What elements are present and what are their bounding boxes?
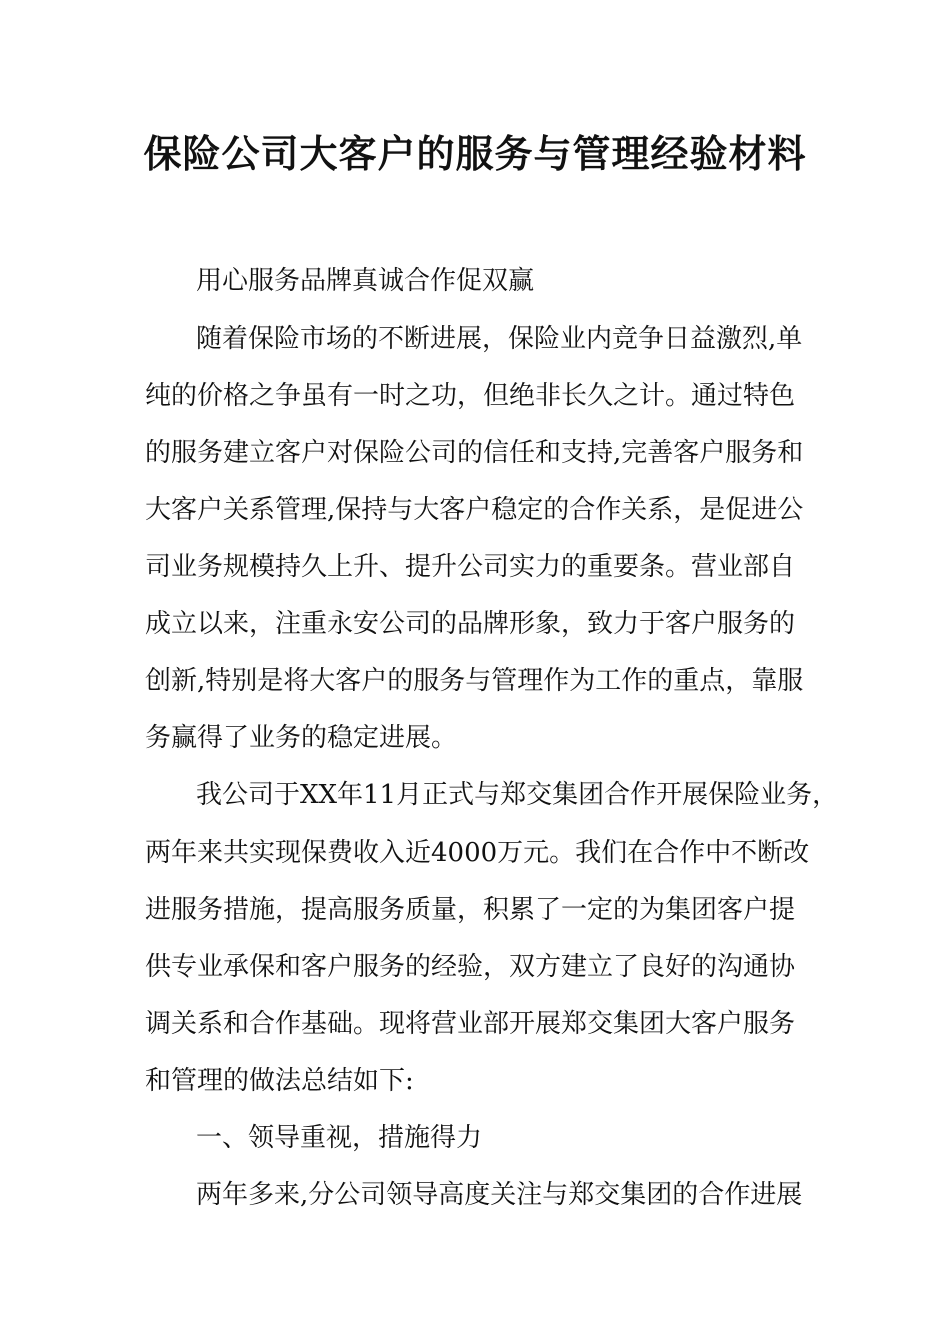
paragraph-line: 纯的价格之争虽有一时之功，但绝非长久之计。通过特色 [145, 381, 796, 411]
document-title: 保险公司大客户的服务与管理经验材料 [143, 132, 807, 176]
paragraph-line: 供专业承保和客户服务的经验，双方建立了良好的沟通协 [145, 952, 796, 982]
paragraph-line: 成立以来，注重永安公司的品牌形象，致力于客户服务的 [145, 609, 796, 639]
paragraph-line: 我公司于XX年11月正式与郑交集团合作开展保险业务， [196, 780, 839, 810]
paragraph-line: 大客户关系管理,保持与大客户稳定的合作关系，是促进公 [145, 495, 804, 525]
paragraph-line: 和管理的做法总结如下: [145, 1066, 414, 1096]
paragraph-line: 的服务建立客户对保险公司的信任和支持,完善客户服务和 [145, 438, 804, 468]
paragraph-line: 两年来共实现保费收入近4000万元。我们在合作中不断改 [145, 838, 810, 868]
paragraph-line: 调关系和合作基础。现将营业部开展郑交集团大客户服务 [145, 1009, 796, 1039]
paragraph-subtitle: 用心服务品牌真诚合作促双赢 [196, 266, 535, 296]
paragraph-line: 务赢得了业务的稳定进展。 [145, 723, 458, 753]
section-heading: 一、领导重视，措施得力 [196, 1123, 483, 1153]
paragraph-line: 进服务措施，提高服务质量，积累了一定的为集团客户提 [145, 895, 796, 925]
paragraph-line: 司业务规模持久上升、提升公司实力的重要条。营业部自 [145, 552, 796, 582]
paragraph-line: 两年多来,分公司领导高度关注与郑交集团的合作进展 [196, 1180, 803, 1210]
paragraph-line: 创新,特别是将大客户的服务与管理作为工作的重点，靠服 [145, 666, 804, 696]
paragraph-line: 随着保险市场的不断进展，保险业内竞争日益激烈,单 [196, 324, 803, 354]
